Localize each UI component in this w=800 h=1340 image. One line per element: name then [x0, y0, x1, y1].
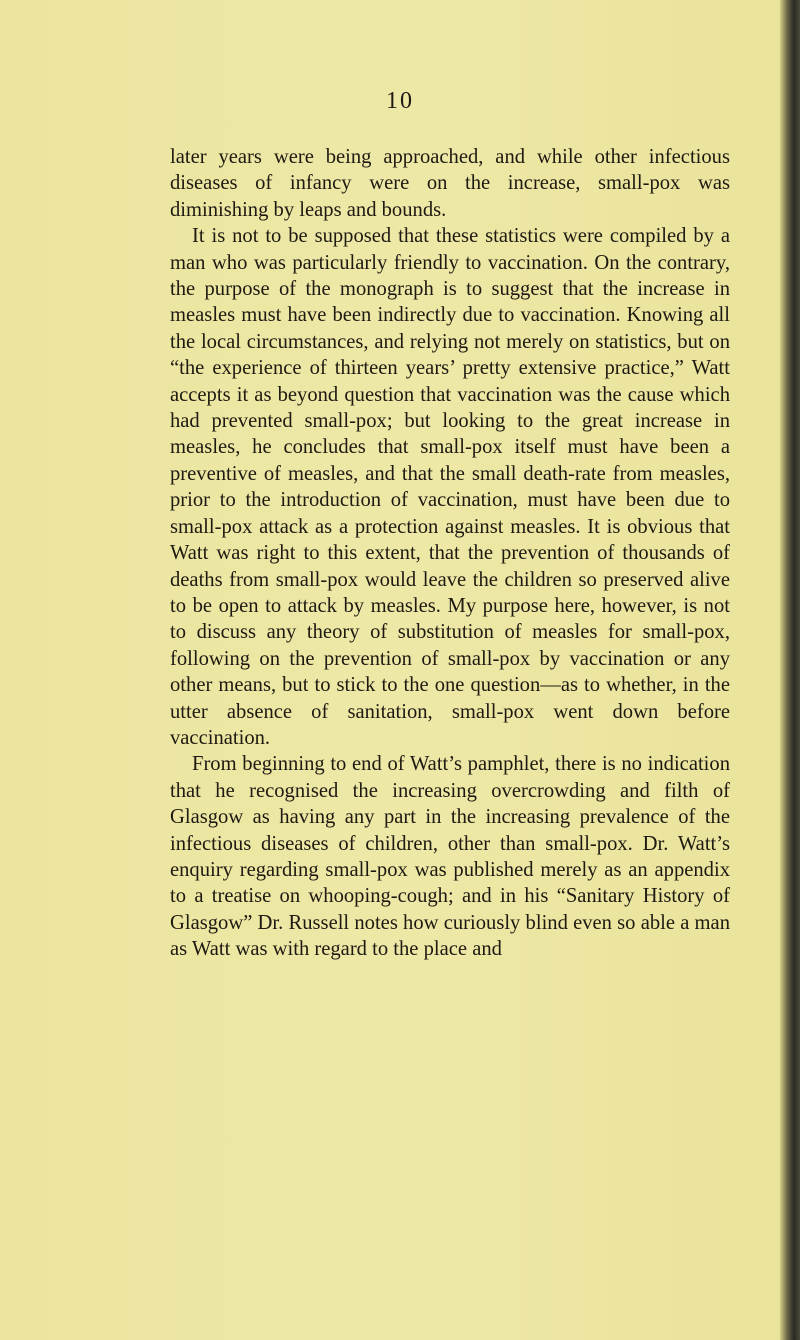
page-number: 10 — [386, 88, 414, 114]
page-edge — [780, 0, 800, 1340]
body-text — [170, 144, 730, 963]
paragraph-3: From beginning to end of Watt’s pamphlet, there is no indication that he recognised the increasing overcrowding and filth of Glasgow as having any part in the increasing prevalence of the infectious diseases of children, other than small-pox. Dr. Watt’s enquiry regarding small-pox was published merely as an appendix to a treatise on whooping-cough; and in his “Sanitary History of Glasgow” Dr. Russell notes how curiously blind even so able a man as Watt was with regard to the place and — [170, 753, 730, 961]
paragraph-1: later years were being approached, and while other infectious diseases of infancy were on the increase, small-pox was diminishing by leaps and bounds. — [170, 146, 730, 221]
paragraph-2: It is not to be supposed that these statistics were compiled by a man who was particularly friendly to vaccination. On the contrary, the purpose of the monograph is to suggest that the increase in measles must have been indirectly due to vaccination. Knowing all the local circumstances, and relying not merely on statistics, but on “the experience of thirteen years’ pretty extensive practice,” Watt accepts it as beyond question that vaccination was the cause which had prevented small-pox; but looking to the great increase in measles, he concludes that small-pox itself must have been a preventive of measles, and that the small death-rate from measles, prior to the introduction of vaccination, must have been due to small-pox attack as a protection against measles. It is obvious that Watt was right to this extent, that the prevention of thousands of deaths from small-pox would leave the children so preserved alive to be open to attack by measles. My purpose here, however, is not to discuss any theory of substitution of measles for small-pox, following on the prevention of small-pox by vaccination or any other means, but to stick to the one question—as to whether, in the utter absence of sanitation, small-pox went down before vaccination. — [170, 225, 730, 749]
